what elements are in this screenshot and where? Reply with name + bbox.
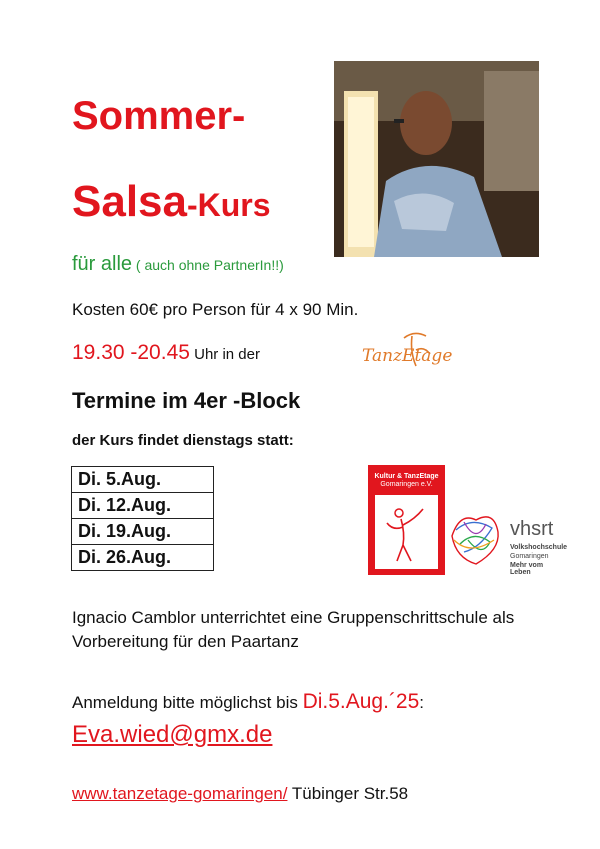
time-line (72, 341, 260, 365)
date-cell: Di. 5.Aug. (72, 467, 214, 493)
kultur-logo-line1: Kultur & TanzEtage (374, 473, 439, 480)
tanzetage-logo (360, 328, 470, 374)
tanzetage-logo-text: TanzEtage (362, 346, 453, 366)
kultur-tanzetage-logo (368, 465, 445, 575)
kurs-note: der Kurs findet dienstags statt: (72, 432, 294, 449)
title-line2 (72, 174, 271, 240)
registration-prefix: Anmeldung bitte möglichst bis (72, 693, 303, 712)
kultur-logo-text (368, 473, 445, 489)
time-hours: 19.30 -20.45 (72, 341, 190, 364)
dancer-figure-icon (375, 495, 438, 569)
date-cell: Di. 19.Aug. (72, 519, 214, 545)
dates-table (71, 466, 214, 571)
subtitle (72, 253, 284, 276)
subtitle-note: ( auch ohne PartnerIn!!) (132, 257, 284, 273)
table-row (72, 493, 214, 519)
instructor-photo (334, 61, 539, 257)
registration-line (72, 690, 424, 714)
vhs-logo-line1: Volkshochschule (510, 544, 568, 551)
vhs-logo-line2: Gomaringen (510, 553, 549, 560)
title-line1: Sommer- (72, 94, 246, 138)
termine-heading: Termine im 4er -Block (72, 388, 301, 413)
description-text: Ignacio Camblor unterrichtet eine Gruppenschrittschule als Vorbereitung für den Paartanz (72, 608, 515, 651)
email-link[interactable]: Eva.wied@gmx.de (72, 721, 273, 748)
website-link[interactable]: www.tanzetage-gomaringen/ (72, 784, 288, 803)
registration-date: Di.5.Aug.´25 (302, 690, 420, 713)
date-cell: Di. 26.Aug. (72, 545, 214, 571)
table-row (72, 545, 214, 571)
registration-suffix: : (419, 693, 425, 712)
table-row (72, 519, 214, 545)
vhs-logo (446, 500, 568, 580)
address-text: Tübinger Str.58 (287, 784, 409, 803)
vhs-logo-line3: Mehr vom Leben (510, 562, 544, 576)
kultur-logo-line2: Gomaringen e.V. (380, 481, 433, 488)
title-salsa: Salsa (72, 177, 187, 226)
vhs-logo-name: vhsrt (510, 518, 554, 540)
date-cell: Di. 12.Aug. (72, 493, 214, 519)
costs-text: Kosten 60€ pro Person für 4 x 90 Min. (72, 300, 359, 319)
time-suffix: Uhr in der (189, 346, 260, 363)
title-kurs: -Kurs (186, 187, 271, 223)
website-line (72, 784, 408, 804)
table-row (72, 467, 214, 493)
subtitle-main: für alle (72, 253, 133, 275)
